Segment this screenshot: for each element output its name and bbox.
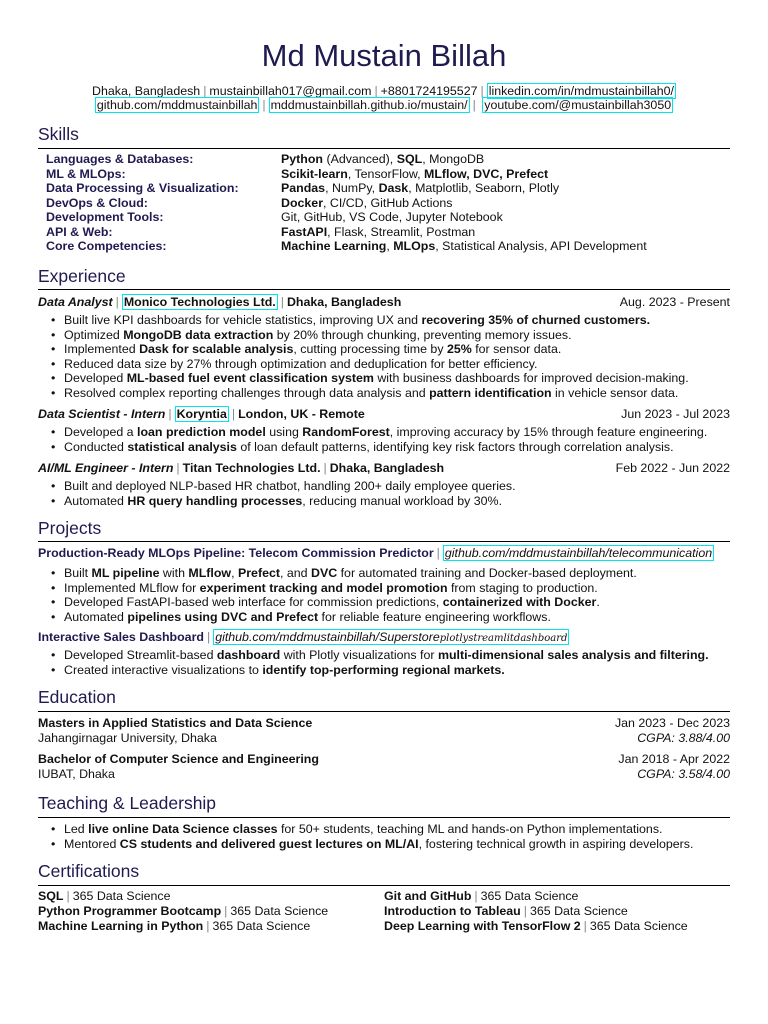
text: with: [159, 566, 189, 580]
education-row: [38, 716, 730, 731]
text: , Statistical Analysis, API Development: [435, 239, 647, 253]
degree: Bachelor of Computer Science and Engineering: [38, 752, 319, 766]
project-bullets: [64, 648, 734, 677]
bold-text: pattern identification: [429, 385, 552, 400]
degree: Masters in Applied Statistics and Data Science: [38, 716, 313, 730]
certifications-left: [38, 889, 328, 934]
text: Led: [64, 822, 89, 836]
company-name[interactable]: Monico Technologies Ltd.: [123, 295, 276, 309]
job-location: Dhaka, Bangladesh: [286, 295, 402, 309]
bold-text: Python: [281, 152, 323, 166]
bold-text: identify top-performing regional markets.: [262, 662, 505, 677]
bold-text: MongoDB data extraction: [123, 327, 274, 342]
bullet-item: [64, 342, 734, 357]
company-name: Titan Technologies Ltd.: [182, 461, 321, 475]
text: , and: [279, 566, 311, 580]
bold-text: statistical analysis: [127, 439, 237, 454]
job-dates: Feb 2022 - Jun 2022: [615, 461, 730, 475]
text: by 20% through chunking, preventing memory issues.: [273, 327, 572, 342]
certification-item: [384, 889, 688, 904]
text: Automated: [64, 609, 128, 624]
job-header: [38, 460, 730, 476]
project-link-text: github.com/mddmustainbillah/telecommunication: [444, 546, 713, 560]
skill-values: [281, 167, 548, 182]
text: , Matplotlib, Seaborn, Plotly: [408, 181, 560, 195]
certification-issuer: 365 Data Science: [72, 889, 171, 903]
text: ,: [231, 566, 238, 580]
project-bullets: [64, 566, 734, 624]
skills-heading: Skills: [38, 124, 79, 144]
certification-name: SQL: [38, 889, 64, 903]
text: , TensorFlow,: [347, 166, 425, 181]
text: ,: [386, 239, 394, 253]
separator: |: [206, 919, 210, 933]
bold-text: Docker: [281, 195, 324, 210]
bold-text: Machine Learning: [281, 239, 387, 253]
text: Developed: [64, 371, 127, 385]
skill-row: [46, 210, 726, 225]
text: with business dashboards for improved decision-making.: [373, 371, 689, 385]
text: of loan default patterns, identifying key risk factors through correlation analysis.: [236, 439, 674, 454]
job-header: [38, 294, 730, 310]
separator: |: [280, 295, 284, 309]
job-location: Dhaka, Bangladesh: [329, 461, 445, 475]
contact-line-1: Dhaka, Bangladesh | mustainbillah017@gmail.com | +8801724195527 | linkedin.com/in/mdmustainbillah0/: [92, 84, 674, 98]
separator: |: [168, 407, 172, 421]
bullet-item: [64, 371, 734, 386]
text: Developed a: [64, 425, 138, 439]
text: , MongoDB: [422, 152, 485, 166]
job-location: London, UK - Remote: [238, 407, 365, 421]
separator: |: [66, 889, 70, 903]
bold-text: MLflow, DVC, Prefect: [424, 166, 549, 181]
job-bullets: [64, 425, 734, 454]
location: Dhaka, Bangladesh: [92, 84, 201, 98]
text: , CI/CD, GitHub Actions: [323, 195, 453, 210]
separator: |: [436, 546, 440, 560]
text: (Advanced),: [323, 152, 397, 166]
project-header: [38, 545, 730, 561]
job-bullets: [64, 313, 734, 400]
bullet-item: [64, 566, 734, 581]
section-divider: [38, 817, 730, 818]
skill-values: [281, 181, 559, 196]
job-dates: Jun 2023 - Jul 2023: [621, 407, 730, 421]
bold-text: Prefect: [237, 566, 280, 580]
bold-text: MLflow: [188, 566, 232, 580]
email-link[interactable]: mustainbillah017@gmail.com: [209, 84, 372, 98]
bold-text: containerized with Docker: [442, 595, 597, 609]
bullet-item: [64, 663, 734, 678]
skill-category: Core Competencies:: [46, 239, 167, 253]
text: in vehicle sensor data.: [551, 385, 679, 400]
text: from staging to production.: [447, 580, 598, 595]
cgpa: CGPA: 3.58/4.00: [637, 767, 730, 781]
separator: |: [224, 904, 228, 918]
education-row: [38, 767, 730, 782]
text: , NumPy,: [325, 181, 379, 195]
project-header: [38, 629, 730, 645]
skill-row: [46, 152, 726, 167]
github-link[interactable]: github.com/mddmustainbillah: [96, 98, 258, 112]
certification-issuer: 365 Data Science: [480, 889, 579, 903]
text: Created interactive visualizations to: [64, 662, 263, 677]
separator: |: [523, 904, 527, 918]
certification-item: [384, 904, 688, 919]
separator: |: [474, 889, 478, 903]
youtube-link[interactable]: youtube.com/@mustainbillah3050: [484, 98, 672, 112]
text: for automated training and Docker-based deployment.: [337, 566, 637, 580]
bold-text: loan prediction model: [137, 425, 266, 439]
bold-text: 25%: [446, 342, 472, 356]
bullet-item: [64, 425, 734, 440]
text: , improving accuracy by 15% through feature engineering.: [389, 425, 708, 439]
bullet-item: [64, 581, 734, 596]
education-row: [38, 731, 730, 746]
bullet-item: [64, 313, 734, 328]
bold-text: CS students and delivered guest lectures on ML/AI: [119, 836, 419, 851]
certification-item: [38, 904, 328, 919]
education-heading: Education: [38, 687, 116, 707]
text: Built live KPI dashboards for vehicle statistics, improving UX and: [64, 313, 422, 327]
text: Conducted: [64, 439, 128, 454]
text: Implemented MLflow for: [64, 580, 200, 595]
separator: |: [323, 461, 327, 475]
separator: |: [231, 407, 236, 421]
bold-text: Pandas: [281, 181, 326, 195]
separator: |: [115, 295, 119, 309]
bold-text: DVC: [311, 566, 338, 580]
bullet-item: [64, 595, 734, 610]
company-name[interactable]: Koryntia: [176, 407, 227, 421]
cgpa: CGPA: 3.88/4.00: [637, 731, 730, 745]
bold-text: SQL: [396, 152, 423, 166]
project-name: Interactive Sales Dashboard: [38, 630, 204, 644]
certification-item: [384, 919, 688, 934]
certification-name: Introduction to Tableau: [384, 904, 521, 918]
education-row: [38, 752, 730, 767]
skill-values: [281, 210, 503, 225]
bullet-item: [64, 386, 734, 401]
certification-issuer: 365 Data Science: [212, 919, 311, 933]
bold-text: HR query handling processes: [127, 493, 303, 508]
job-role: Data Scientist - Intern: [38, 407, 166, 421]
job-role: AI/ML Engineer - Intern: [38, 461, 174, 475]
text: Automated: [64, 493, 128, 508]
section-divider: [38, 885, 730, 886]
skills-list: [46, 152, 726, 254]
certification-name: Python Programmer Bootcamp: [38, 904, 222, 918]
text: Reduced data size by 27% through optimization and deduplication for better efficiency.: [64, 356, 538, 371]
bold-text: ML pipeline: [91, 566, 160, 580]
portfolio-link[interactable]: mddmustainbillah.github.io/mustain/: [270, 98, 468, 112]
text: Optimized: [64, 327, 124, 342]
text: Implemented: [64, 342, 140, 356]
education-dates: Jan 2023 - Dec 2023: [614, 716, 730, 730]
text: , fostering technical growth in aspiring developers.: [418, 836, 694, 851]
section-divider: [38, 711, 730, 712]
section-divider: [38, 148, 730, 149]
experience-heading: Experience: [38, 266, 126, 286]
bold-text: experiment tracking and model promotion: [199, 580, 448, 595]
job-header: [38, 406, 730, 422]
certification-name: Deep Learning with TensorFlow 2: [384, 919, 581, 933]
certification-issuer: 365 Data Science: [529, 904, 628, 918]
bullet-item: [64, 648, 734, 663]
text: .: [596, 595, 600, 609]
section-divider: [38, 289, 730, 290]
certifications-heading: Certifications: [38, 861, 140, 881]
certification-issuer: 365 Data Science: [230, 904, 329, 918]
project-link-text: github.com/mddmustainbillah/Superstore: [215, 630, 440, 644]
skill-category: Development Tools:: [46, 210, 164, 224]
text: , Flask, Streamlit, Postman: [327, 224, 476, 239]
certification-issuer: 365 Data Science: [589, 919, 688, 933]
bullet-item: [64, 494, 734, 509]
school: IUBAT, Dhaka: [38, 767, 115, 781]
contact-line-2: github.com/mddmustainbillah | mddmustainbillah.github.io/mustain/ | youtube.com/@mustainbillah3050: [96, 98, 672, 112]
certifications-right: [384, 889, 688, 934]
skill-row: [46, 196, 726, 211]
bullet-item: [64, 479, 734, 494]
job-dates: Aug. 2023 - Present: [619, 295, 730, 309]
bold-text: Dask for scalable analysis: [139, 342, 294, 356]
skill-values: [281, 196, 452, 211]
teaching-bullets: [64, 822, 734, 851]
bullet-item: [64, 822, 734, 837]
bold-text: pipelines using DVC and Prefect: [127, 609, 319, 624]
bold-text: dashboard: [216, 648, 281, 662]
skill-values: [281, 152, 484, 167]
bold-text: recovering 35% of churned customers.: [421, 313, 651, 327]
skill-category: ML & MLOps:: [46, 166, 126, 181]
certification-item: [38, 889, 328, 904]
phone: +8801724195527: [380, 84, 478, 98]
bold-text: Dask: [378, 181, 409, 195]
bullet-item: [64, 837, 734, 852]
school: Jahangirnagar University, Dhaka: [38, 731, 217, 745]
text: , reducing manual workload by 30%.: [302, 493, 503, 508]
bold-text: ML-based fuel event classification system: [126, 371, 374, 385]
job-role: Data Analyst: [38, 295, 113, 309]
bullet-item: [64, 357, 734, 372]
projects-heading: Projects: [38, 518, 102, 538]
skill-row: [46, 225, 726, 240]
skill-category: Data Processing & Visualization:: [46, 181, 239, 195]
text: Resolved complex reporting challenges through data analysis and: [64, 385, 430, 400]
certification-name: Machine Learning in Python: [38, 919, 204, 933]
skill-row: [46, 181, 726, 196]
text: Git, GitHub, VS Code, Jupyter Notebook: [281, 210, 503, 224]
text: Mentored: [64, 836, 120, 851]
bullet-item: [64, 610, 734, 625]
bold-text: FastAPI: [281, 224, 328, 239]
candidate-name: Md Mustain Billah: [261, 38, 507, 73]
bold-text: RandomForest: [302, 425, 390, 439]
skill-category: API & Web:: [46, 224, 113, 239]
text: Built: [64, 566, 92, 580]
project-name: Production-Ready MLOps Pipeline: Telecom Commission Predictor: [38, 546, 434, 560]
separator: |: [176, 461, 180, 475]
skill-values: [281, 239, 647, 254]
text: for reliable feature engineering workflows.: [318, 609, 551, 624]
project-link[interactable]: [213, 629, 569, 645]
bold-text: multi-dimensional sales analysis and filtering.: [437, 648, 709, 662]
job-bullets: [64, 479, 734, 508]
bold-text: MLOps: [393, 239, 436, 253]
education-dates: Jan 2018 - Apr 2022: [618, 752, 730, 766]
linkedin-link[interactable]: linkedin.com/in/mdmustainbillah0/: [488, 84, 674, 98]
bullet-item: [64, 328, 734, 343]
skill-values: [281, 225, 475, 240]
separator: |: [583, 919, 587, 933]
text: for 50+ students, teaching ML and hands-on Python implementations.: [277, 822, 663, 836]
text: Built and deployed NLP-based HR chatbot, handling 200+ daily employee queries.: [64, 479, 516, 493]
skill-category: DevOps & Cloud:: [46, 195, 148, 210]
project-link[interactable]: [443, 545, 714, 561]
certification-name: Git and GitHub: [384, 889, 472, 903]
section-divider: [38, 541, 730, 542]
certification-item: [38, 919, 328, 934]
bullet-item: [64, 440, 734, 455]
skill-row: [46, 167, 726, 182]
skill-category: Languages & Databases:: [46, 152, 194, 166]
skill-row: [46, 239, 726, 254]
text: Developed FastAPI-based web interface for commission predictions,: [64, 595, 443, 609]
text: using: [265, 425, 303, 439]
text: , cutting processing time by: [293, 342, 447, 356]
separator: |: [206, 630, 211, 644]
teaching-heading: Teaching & Leadership: [38, 793, 217, 813]
project-link-suffix: plotlystreamlitdashboard: [439, 633, 568, 644]
text: with Plotly visualizations for: [280, 648, 438, 662]
bold-text: Scikit-learn: [281, 166, 348, 181]
bold-text: live online Data Science classes: [88, 822, 278, 836]
text: Developed Streamlit-based: [64, 648, 217, 662]
text: for sensor data.: [471, 342, 562, 356]
